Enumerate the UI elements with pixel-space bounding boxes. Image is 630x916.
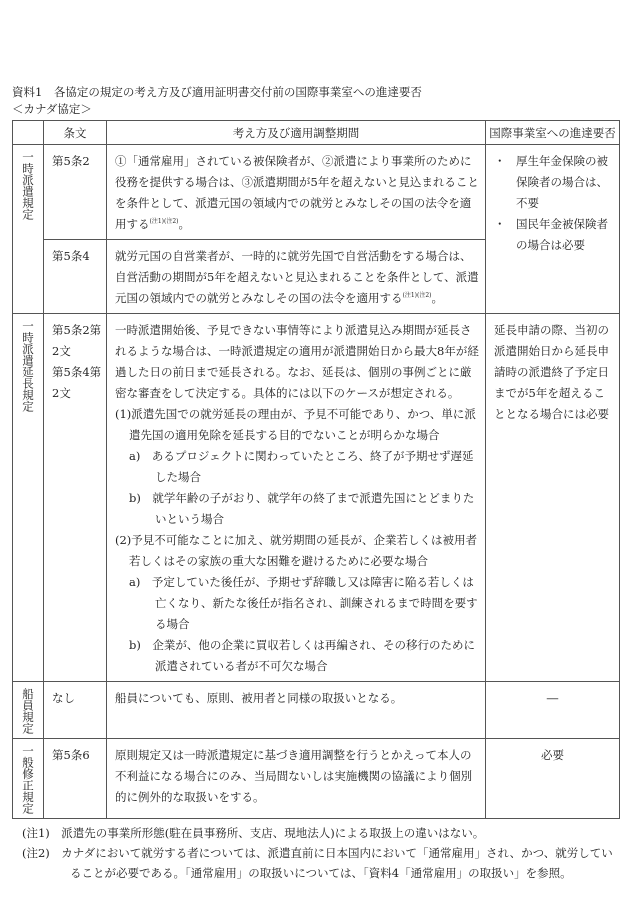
row-description: ①「通常雇用」されている被保険者が、②派遣により事業所のために役務を提供する場合は、③派遣期間が5年を超えないと見込まれることを条件として、派遣元国の領域内での就労とみなしその国の法令を適用する$^{(注1)(注2)}$。 xyxy=(107,145,486,240)
note-2: (注2) カナダにおいて就労する者については、派遣直前に日本国内において「通常雇用」され、かつ、就労していることが必要である。「通常雇用」の取扱いについては、「資料4「通常雇用」の取扱い」を参照。 xyxy=(22,846,613,880)
requirement-item: ・ 国民年金被保険者の場合は必要 xyxy=(494,214,613,256)
header-requirement: 国際事業室への進達要否 xyxy=(486,121,620,145)
row-category: 一般修正規定 xyxy=(21,745,35,814)
row-description: 船員についても、原則、被用者と同様の取扱いとなる。 xyxy=(107,682,486,739)
table-row xyxy=(13,314,620,682)
note-ref: (注1)(注2) xyxy=(402,292,432,300)
note-1: (注1) 派遣先の事業所形態(駐在員事務所、支店、現地法人)による取扱上の違いはない。 xyxy=(22,826,485,840)
requirement-item: ・ 厚生年金保険の被保険者の場合は、不要 xyxy=(494,151,613,214)
row-category: 船員規定 xyxy=(21,688,35,734)
row-article: 第5条2 xyxy=(44,145,107,240)
row-article: なし xyxy=(44,682,107,739)
header-category xyxy=(13,121,44,145)
row-category: 一時派遣規定 xyxy=(21,151,35,220)
header-article: 条文 xyxy=(44,121,107,145)
row-article: 第5条6 xyxy=(44,739,107,819)
row-requirement: 必要 xyxy=(486,739,620,819)
note-ref: (注1)(注2) xyxy=(149,218,179,226)
row-requirement: ― xyxy=(486,682,620,739)
table-row xyxy=(13,145,620,240)
table-row xyxy=(13,739,620,819)
table-header-row xyxy=(13,121,620,145)
header-description: 考え方及び適用調整期間 xyxy=(107,121,486,145)
row-requirement: 延長申請の際、当初の派遣開始日から延長申請時の派遣終了予定日までが5年を超えることとなる場合には必要 xyxy=(486,314,620,682)
row-requirement xyxy=(486,145,620,314)
row-article: 第5条2第2文 第5条4第2文 xyxy=(44,314,107,682)
row-description: 原則規定又は一時派遣規定に基づき適用調整を行うとかえって本人の不利益になる場合にのみ、当局間ないしは実施機関の協議により個別的に例外的な取扱いをする。 xyxy=(107,739,486,819)
document-title: 資料1 各協定の規定の考え方及び適用証明書交付前の国際事業室への進達要否 xyxy=(12,85,422,99)
row-article: 第5条4 xyxy=(44,240,107,314)
table-row xyxy=(13,682,620,739)
row-category: 一時派遣延長規定 xyxy=(21,320,35,412)
row-description: 就労元国の自営業者が、一時的に就労先国で自営活動をする場合は、自営活動の期間が5年を超えないと見込まれることを条件として、派遣元国の領域内での就労とみなしその国の法令を適用する$^{(注1)(注2)}$。 xyxy=(107,240,486,314)
agreement-table xyxy=(12,120,620,819)
document-subtitle: ＜カナダ協定＞ xyxy=(12,102,92,116)
row-description: 一時派遣開始後、予見できない事情等により派遣見込み期間が延長されるような場合は、一時派遣規定の適用が派遣開始日から最大8年が経過した日の前日まで延長される。なお、延長は、個別の事例ごとに厳密な審査をして決定する。具体的には以下のケースが想定される。 (1)派遣先国での就労延長の理由が、予見不可能であり、かつ、単に派遣先国の適用免除を延長する目的でないことが明らかな場合 a) あるプロジェクトに関わっていたところ、終了が予期せず遅延した場合 b) 就学年齢の子がおり、就学年の終了まで派遣先国にとどまりたいという場合 (2)予見不可能なことに加え、就労期間の延長が、企業若しくは被用者若しくはその家族の重大な困難を避けるために必要な場合 a) 予定していた後任が、予期せず辞職し又は障害に陥る若しくは亡くなり、新たな後任が指名され、訓練されるまで時間を要する場合 b) 企業が、他の企業に買収若しくは再編され、その移行のために派遣されている者が不可欠な場合 xyxy=(107,314,486,682)
notes xyxy=(22,823,620,883)
